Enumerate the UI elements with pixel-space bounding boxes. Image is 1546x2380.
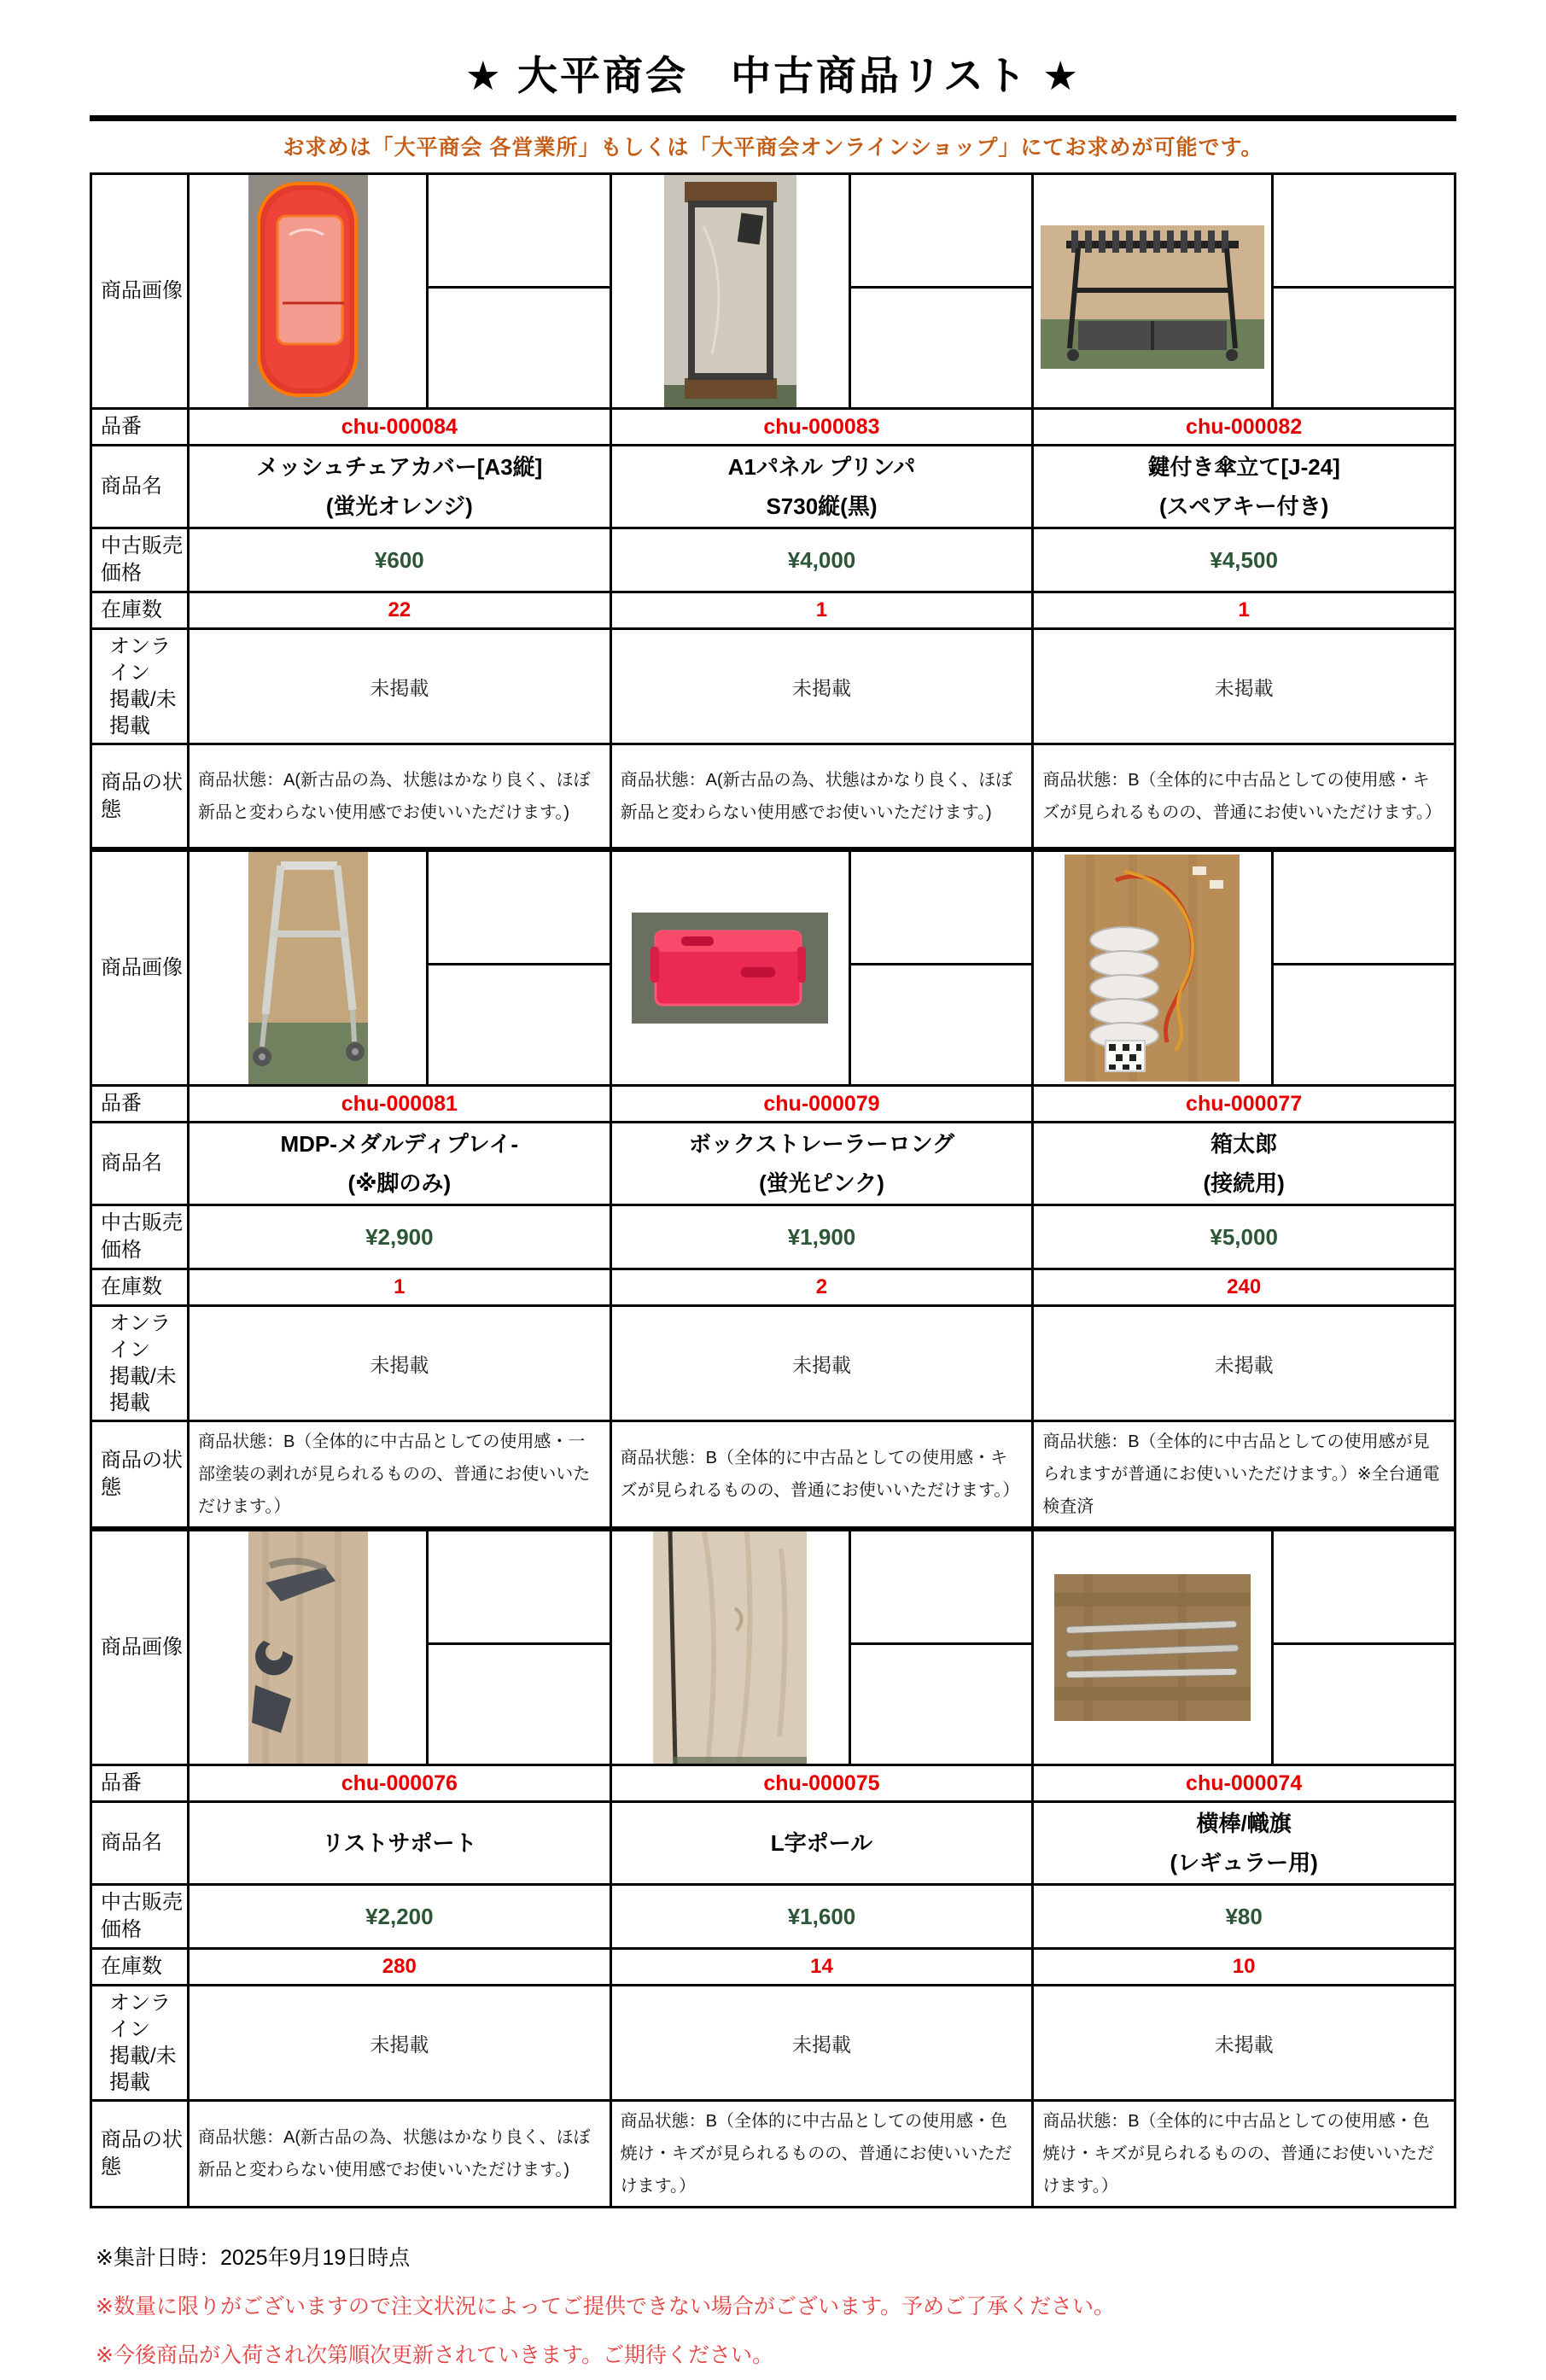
product-photo-chu-000079 bbox=[612, 852, 851, 1084]
image-subcell-bottom bbox=[1274, 1645, 1454, 1764]
image-subcell-top bbox=[851, 852, 1031, 965]
image-subcell-top bbox=[851, 1531, 1031, 1645]
row-label-stock: 在庫数 bbox=[91, 592, 189, 629]
product-name: ボックストレーラーロング (蛍光ピンク) bbox=[610, 1123, 1033, 1205]
product-name: リストサポート bbox=[189, 1802, 611, 1885]
product-block-3 bbox=[90, 1529, 1456, 2208]
product-condition: 商品状態：B（全体的に中古品としての使用感・色焼け・キズが見られるものの、普通にお使いいただけます。） bbox=[610, 2101, 1033, 2208]
product-condition: 商品状態：A(新古品の為、状態はかなり良く、ほぼ新品と変わらない使用感でお使いいただけます。) bbox=[189, 744, 611, 849]
page-subtitle: お求めは「大平商会 各営業所」もしくは「大平商会オンラインショップ」にてお求めが可能です。 bbox=[283, 136, 1263, 160]
row-label-code: 品番 bbox=[91, 1086, 189, 1123]
image-subcell-bottom bbox=[429, 1645, 609, 1764]
product-code: chu-000075 bbox=[610, 1765, 1033, 1802]
product-stock: 1 bbox=[189, 1269, 611, 1306]
product-code: chu-000076 bbox=[189, 1765, 611, 1802]
row-label-condition: 商品の状態 bbox=[91, 744, 189, 849]
product-online-status: 未掲載 bbox=[189, 1306, 611, 1421]
row-label-image: 商品画像 bbox=[91, 174, 189, 409]
title-divider bbox=[90, 115, 1456, 121]
image-subcell-top bbox=[429, 175, 609, 289]
product-stock: 240 bbox=[1033, 1269, 1456, 1306]
product-price: ¥1,600 bbox=[610, 1885, 1033, 1949]
row-label-stock: 在庫数 bbox=[91, 1949, 189, 1986]
row-label-price: 中古販売価格 bbox=[91, 528, 189, 592]
note-limited-stock: ※数量に限りがございますので注文状況によってご提供できない場合がございます。予めご了承ください。 bbox=[96, 2295, 1115, 2319]
row-label-name: 商品名 bbox=[91, 446, 189, 528]
product-condition: 商品状態：B（全体的に中古品としての使用感・色焼け・キズが見られるものの、普通にお使いいただけます。） bbox=[1033, 2101, 1456, 2208]
product-photo-chu-000082 bbox=[1034, 175, 1273, 407]
product-block-1 bbox=[90, 172, 1456, 849]
row-label-price: 中古販売価格 bbox=[91, 1885, 189, 1949]
image-subcell-bottom bbox=[1274, 289, 1454, 407]
product-photo-chu-000075 bbox=[612, 1531, 851, 1764]
product-photo-chu-000081 bbox=[190, 852, 429, 1084]
product-code: chu-000082 bbox=[1033, 409, 1456, 446]
product-stock: 1 bbox=[610, 592, 1033, 629]
row-label-condition: 商品の状態 bbox=[91, 1421, 189, 1528]
row-label-code: 品番 bbox=[91, 1765, 189, 1802]
product-code: chu-000083 bbox=[610, 409, 1033, 446]
image-subcell-top bbox=[851, 175, 1031, 289]
product-stock: 10 bbox=[1033, 1949, 1456, 1986]
image-subcell-top bbox=[1274, 852, 1454, 965]
row-label-online: オンライン 掲載/未掲載 bbox=[91, 629, 189, 744]
row-label-condition: 商品の状態 bbox=[91, 2101, 189, 2208]
note-tally-date: ※集計日時：2025年9月19日時点 bbox=[96, 2246, 411, 2270]
product-condition: 商品状態：B（全体的に中古品としての使用感・キズが見られるものの、普通にお使いいただけます。） bbox=[610, 1421, 1033, 1528]
product-photo-chu-000074 bbox=[1034, 1531, 1273, 1764]
product-photo-chu-000076 bbox=[190, 1531, 429, 1764]
image-subcell-top bbox=[429, 1531, 609, 1645]
product-price: ¥5,000 bbox=[1033, 1205, 1456, 1269]
product-online-status: 未掲載 bbox=[610, 629, 1033, 744]
footer-notes bbox=[96, 2234, 1546, 2380]
product-online-status: 未掲載 bbox=[610, 1306, 1033, 1421]
product-online-status: 未掲載 bbox=[1033, 629, 1456, 744]
row-label-image: 商品画像 bbox=[91, 851, 189, 1086]
product-price: ¥2,200 bbox=[189, 1885, 611, 1949]
row-label-name: 商品名 bbox=[91, 1123, 189, 1205]
row-label-image: 商品画像 bbox=[91, 1531, 189, 1765]
product-code: chu-000079 bbox=[610, 1086, 1033, 1123]
product-price: ¥600 bbox=[189, 528, 611, 592]
product-name: A1パネル プリンパ S730縦(黒) bbox=[610, 446, 1033, 528]
product-stock: 14 bbox=[610, 1949, 1033, 1986]
image-subcell-bottom bbox=[851, 289, 1031, 407]
product-condition: 商品状態：B（全体的に中古品としての使用感・一部塗装の剥れが見られるものの、普通にお使いいただけます。） bbox=[189, 1421, 611, 1528]
product-photo-chu-000077 bbox=[1034, 852, 1273, 1084]
product-online-status: 未掲載 bbox=[1033, 1986, 1456, 2101]
product-online-status: 未掲載 bbox=[610, 1986, 1033, 2101]
row-label-name: 商品名 bbox=[91, 1802, 189, 1885]
row-label-stock: 在庫数 bbox=[91, 1269, 189, 1306]
product-stock: 1 bbox=[1033, 592, 1456, 629]
product-condition: 商品状態：A(新古品の為、状態はかなり良く、ほぼ新品と変わらない使用感でお使いいただけます。) bbox=[610, 744, 1033, 849]
product-online-status: 未掲載 bbox=[189, 629, 611, 744]
product-name: 鍵付き傘立て[J-24] (スペアキー付き) bbox=[1033, 446, 1456, 528]
product-price: ¥1,900 bbox=[610, 1205, 1033, 1269]
image-subcell-top bbox=[1274, 1531, 1454, 1645]
note-updates: ※今後商品が入荷され次第順次更新されていきます。ご期待ください。 bbox=[96, 2343, 773, 2367]
product-name: メッシュチェアカバー[A3縦] (蛍光オレンジ) bbox=[189, 446, 611, 528]
product-price: ¥80 bbox=[1033, 1885, 1456, 1949]
image-subcell-bottom bbox=[1274, 965, 1454, 1084]
product-price: ¥4,000 bbox=[610, 528, 1033, 592]
product-code: chu-000081 bbox=[189, 1086, 611, 1123]
image-subcell-top bbox=[429, 852, 609, 965]
image-subcell-bottom bbox=[429, 289, 609, 407]
page-title: ★ 大平商会 中古商品リスト ★ bbox=[464, 53, 1082, 98]
product-code: chu-000074 bbox=[1033, 1765, 1456, 1802]
product-stock: 2 bbox=[610, 1269, 1033, 1306]
product-photo-chu-000084 bbox=[190, 175, 429, 407]
product-condition: 商品状態：A(新古品の為、状態はかなり良く、ほぼ新品と変わらない使用感でお使いいただけます。) bbox=[189, 2101, 611, 2208]
product-code: chu-000084 bbox=[189, 409, 611, 446]
product-name: L字ポール bbox=[610, 1802, 1033, 1885]
product-condition: 商品状態：B（全体的に中古品としての使用感が見られますが普通にお使いいただけます。）※全台通電検査済 bbox=[1033, 1421, 1456, 1528]
image-subcell-bottom bbox=[429, 965, 609, 1084]
product-condition: 商品状態：B（全体的に中古品としての使用感・キズが見られるものの、普通にお使いいただけます。） bbox=[1033, 744, 1456, 849]
product-name: MDP-メダルディプレイ- (※脚のみ) bbox=[189, 1123, 611, 1205]
row-label-online: オンライン 掲載/未掲載 bbox=[91, 1306, 189, 1421]
product-stock: 22 bbox=[189, 592, 611, 629]
product-name: 横棒/幟旗 (レギュラー用) bbox=[1033, 1802, 1456, 1885]
image-subcell-bottom bbox=[851, 1645, 1031, 1764]
row-label-code: 品番 bbox=[91, 409, 189, 446]
product-stock: 280 bbox=[189, 1949, 611, 1986]
product-online-status: 未掲載 bbox=[189, 1986, 611, 2101]
product-code: chu-000077 bbox=[1033, 1086, 1456, 1123]
product-online-status: 未掲載 bbox=[1033, 1306, 1456, 1421]
product-photo-chu-000083 bbox=[612, 175, 851, 407]
product-list bbox=[90, 172, 1456, 2208]
image-subcell-top bbox=[1274, 175, 1454, 289]
image-subcell-bottom bbox=[851, 965, 1031, 1084]
product-name: 箱太郎 (接続用) bbox=[1033, 1123, 1456, 1205]
product-block-2 bbox=[90, 849, 1456, 1529]
product-price: ¥2,900 bbox=[189, 1205, 611, 1269]
product-price: ¥4,500 bbox=[1033, 528, 1456, 592]
row-label-price: 中古販売価格 bbox=[91, 1205, 189, 1269]
row-label-online: オンライン 掲載/未掲載 bbox=[91, 1986, 189, 2101]
